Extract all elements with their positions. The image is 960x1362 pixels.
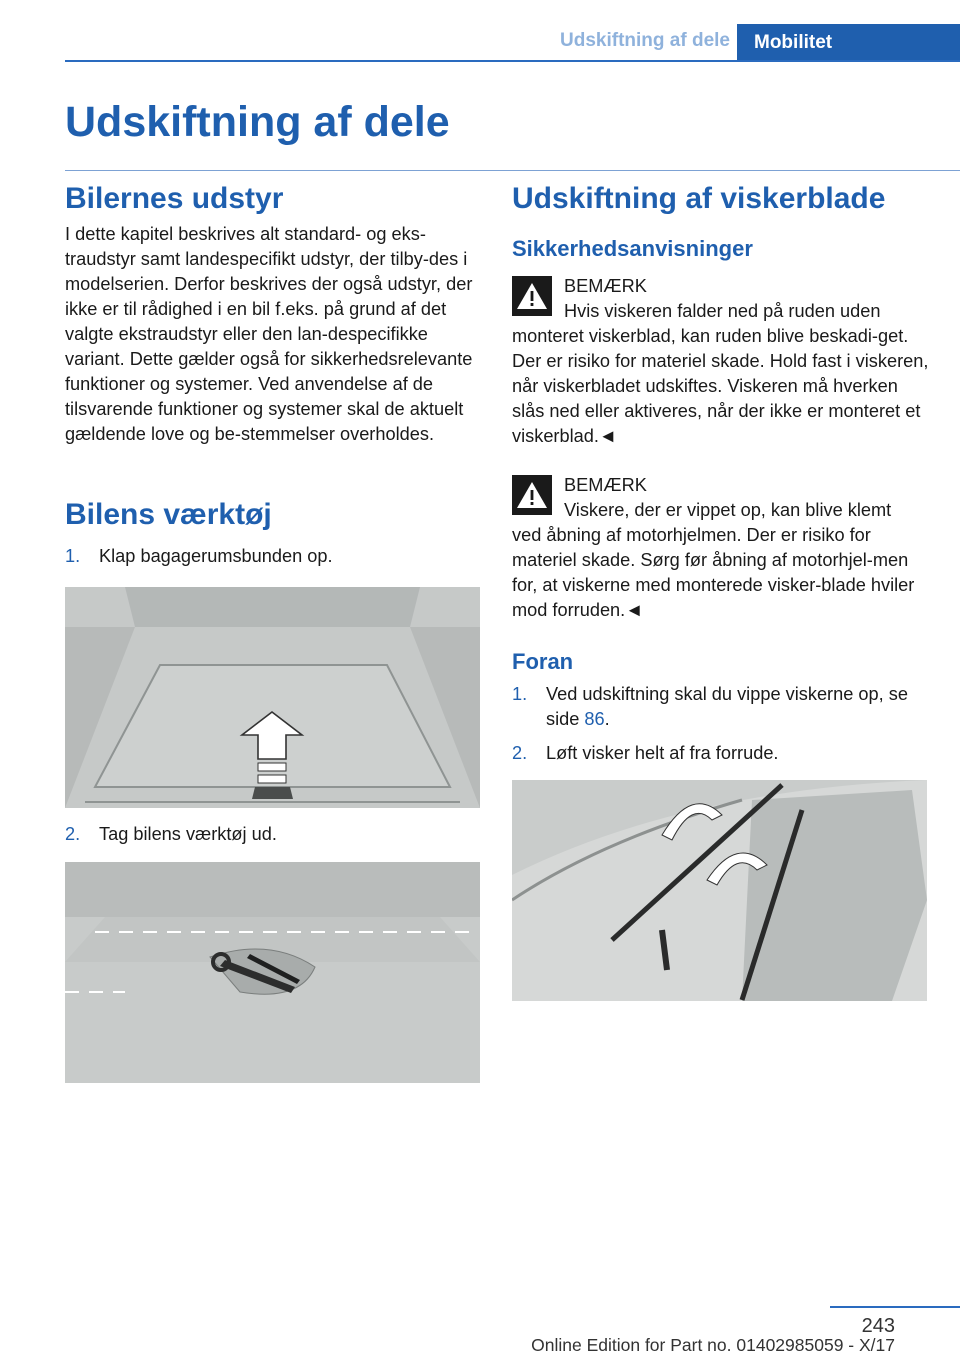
- trunk-floor-photo: [65, 587, 480, 808]
- step-text: Tag bilens værktøj ud.: [99, 824, 277, 844]
- heading-tools: Bilens værktøj: [65, 498, 272, 531]
- step-number: 1.: [65, 546, 81, 566]
- heading-front: Foran: [512, 649, 574, 674]
- front-step-2: [512, 741, 930, 766]
- notice-block-2: [512, 473, 930, 623]
- tools-step-1: [65, 544, 483, 569]
- title-rule: [65, 170, 960, 171]
- wiper-illustration: [512, 780, 927, 1001]
- notice-block-1: [512, 274, 930, 449]
- heading-safety: Sikkerhedsanvisninger: [512, 236, 753, 261]
- page-number: 243: [861, 1315, 895, 1337]
- header-chapter-tab[interactable]: Mobilitet: [737, 24, 960, 61]
- header-rule: [65, 60, 960, 62]
- toolkit-illustration: [65, 862, 480, 1083]
- toolkit-photo: [65, 862, 480, 1083]
- equipment-paragraph: I dette kapitel beskrives alt standard- og eks-traudstyr samt landespecifikt udstyr, der tilby-des i modelserien. Derfor beskrives der også udstyr, der ikke er til rådighed i en bil f.eks. på grund af det valgte ekstraudstyr eller den lan-despecifikke variant. Dette gælder også for sikkerhedsrelevante funktioner og systemer. Ved anvendelse af de tilsvarende funktioner og systemer skal de aktuelt gældende love og be-stemmelser overholdes.: [65, 224, 473, 444]
- notice-first-line: Hvis viskeren falder ned på ruden uden: [564, 301, 881, 321]
- notice-first-line: Viskere, der er vippet op, kan blive klemt: [564, 500, 892, 520]
- left-column: [65, 182, 483, 1083]
- notice-text: monteret viskerblad, kan ruden blive beskadi-get. Der er risiko for materiel skade. Hold fast i viskeren, når viskerbladet udskiftes. Viskeren må hverken slås ned eller aktiveres, når der ikke er monteret et viskerblad.◄: [512, 326, 929, 446]
- footer-rule: [830, 1306, 960, 1308]
- warning-icon: [512, 276, 552, 316]
- step-text-end: .: [604, 709, 610, 729]
- footer-edition: Online Edition for Part no. 01402985059 - X/17: [531, 1335, 895, 1355]
- warning-icon: [512, 475, 552, 515]
- step-number: 1.: [512, 684, 528, 704]
- right-column: [512, 182, 930, 1001]
- page-title: Udskiftning af dele: [65, 98, 450, 146]
- heading-equipment: Bilernes udstyr: [65, 182, 284, 215]
- heading-wiper-blades: Udskiftning af viskerblade: [512, 182, 886, 215]
- notice-label: BEMÆRK: [564, 475, 647, 495]
- wiper-photo: [512, 780, 927, 1001]
- notice-text: ved åbning af motorhjelmen. Der er risiko for materiel skade. Sørg før åbning af motorhjel-men for, at viskerne med monterede visker-blade hviler mod forruden.◄: [512, 525, 915, 620]
- step-text: Ved udskiftning skal du vippe viskerne op, se side: [546, 684, 908, 729]
- page-reference-link[interactable]: 86: [584, 709, 605, 729]
- step-text: Løft visker helt af fra forrude.: [546, 743, 779, 763]
- step-text: Klap bagagerumsbunden op.: [99, 546, 333, 566]
- trunk-floor-illustration: [65, 587, 480, 808]
- step-number: 2.: [65, 824, 81, 844]
- front-step-1: [512, 682, 930, 732]
- step-number: 2.: [512, 743, 528, 763]
- tools-step-2: [65, 822, 483, 847]
- header-section-title: Udskiftning af dele: [560, 30, 730, 51]
- notice-label: BEMÆRK: [564, 276, 647, 296]
